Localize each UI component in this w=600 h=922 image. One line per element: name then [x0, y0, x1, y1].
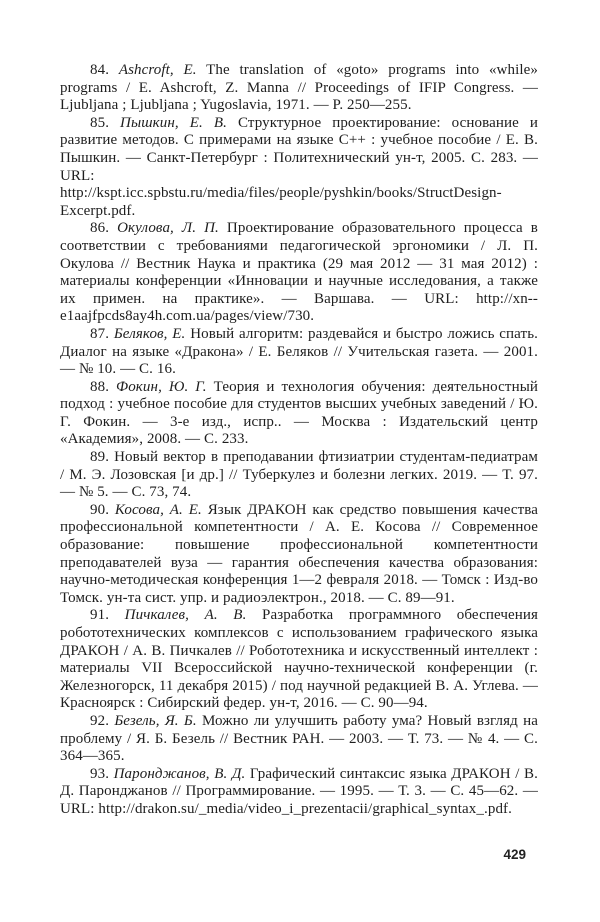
reference-entry	[60, 607, 538, 713]
reference-text: The translation of «goto» programs into «while» programs / E. Ashcroft, Z. Manna // Proceedings of IFIP Congress. — Ljubljana ; Ljubljana ; Yugoslavia, 1971. — P. 250—255.	[60, 62, 538, 114]
reference-number: 91.	[90, 607, 110, 624]
reference-author: Фокин, Ю. Г.	[116, 378, 207, 395]
reference-author: Окулова, Л. П.	[117, 220, 219, 237]
reference-number: 85.	[90, 114, 110, 131]
reference-text: Язык ДРАКОН как средство повышения качества профессиональной компетентности / А. Е. Косова // Современное образование: повышение профессиональной компетентности преподавателей вуза — гарантия обеспечения качества образования: научно-методическая конференция 1—2 февраля 2018. — Томск : Изд-во Томск. ун-та сист. упр. и радиоэлектрон., 2018. — С. 89—91.	[60, 501, 538, 606]
reference-author: Пышкин, Е. В.	[120, 114, 227, 131]
page-number: 429	[503, 847, 526, 862]
reference-author: Пичкалев, А. В.	[124, 607, 247, 624]
reference-number: 92.	[90, 712, 110, 729]
reference-entry	[60, 449, 538, 502]
reference-author: Косова, А. Е.	[114, 501, 202, 518]
reference-author: Ashcroft, E.	[118, 62, 197, 78]
reference-author: Беляков, Е.	[113, 325, 186, 342]
reference-author: Безель, Я. Б.	[114, 712, 197, 729]
reference-entry	[60, 115, 538, 221]
references-list	[60, 62, 538, 819]
reference-text: Структурное проектирование: основание и развитие методов. С примерами на языке C++ : учебное пособие / Е. В. Пышкин. — Санкт-Петербург : Политехнический ун-т, 2005. С. 283. — URL: http://kspt.icc.spbstu.ru/media/files/people/pyshkin/books/StructDesign-Excerpt.pdf.	[60, 114, 538, 219]
reference-entry	[60, 62, 538, 115]
reference-text: Разработка программного обеспечения робототехнических комплексов с использованием графического языка ДРАКОН / А. В. Пичкалев // Робототехника и искусственный интеллект : материалы VII Всероссийской научно-технической конференции (г. Железногорск, 11 декабря 2015) / под научной редакцией В. А. Углева. — Красноярск : Сибирский федер. ун-т, 2016. — С. 90—94.	[60, 607, 538, 712]
reference-text: Новый алгоритм: раздевайся и быстро ложись спать. Диалог на языке «Дракона» / Е. Беляков // Учительская газета. — 2001. — № 10. — С. 16.	[60, 325, 539, 378]
reference-author: Паронджанов, В. Д.	[113, 765, 246, 782]
reference-text: Проектирование образовательного процесса в соответствии с требованиями педагогической эргономики / Л. П. Окулова // Вестник Наука и практика (29 мая 2012 — 31 мая 2012) : материалы конференции «Инновации и научные исследования, а также их примен. на практике». — Варшава. — URL: http://xn--e1aajfpcds8ay4h.com.ua/pages/view/730.	[60, 220, 538, 325]
reference-text: Можно ли улучшить работу ума? Новый взгляд на проблему / Я. Б. Безель // Вестник РАН. — 2003. — Т. 73. — № 4. — С. 364—365.	[60, 712, 538, 765]
reference-number: 87.	[90, 325, 110, 342]
reference-text: Графический синтаксис языка ДРАКОН / В. Д. Паронджанов // Программирование. — 1995. — Т. 3. — С. 45—62. — URL: http://drakon.su/_media/video_i_prezentacii/graphical_syntax_.pdf.	[60, 765, 538, 817]
reference-number: 86.	[90, 220, 110, 237]
reference-number: 93.	[90, 765, 110, 782]
reference-entry	[60, 326, 538, 379]
reference-entry	[60, 502, 538, 608]
reference-number: 89.	[90, 449, 110, 466]
reference-number: 88.	[90, 378, 110, 395]
reference-number: 90.	[90, 501, 110, 518]
reference-text: Новый вектор в преподавании фтизиатрии студентам-педиатрам / М. Э. Лозовская [и др.] // Туберкулез и болезни легких. 2019. — Т. 97. — № 5. — С. 73, 74.	[60, 449, 538, 501]
reference-entry	[60, 766, 538, 819]
reference-entry	[60, 713, 538, 766]
reference-text: Теория и технология обучения: деятельностный подход : учебное пособие для студентов высших учебных заведений / Ю. Г. Фокин. — 3-е изд., испр.. — Москва : Издательский центр «Академия», 2008. — С. 233.	[60, 378, 539, 448]
reference-entry	[60, 379, 538, 449]
reference-number: 84.	[90, 62, 110, 78]
reference-entry	[60, 220, 538, 326]
